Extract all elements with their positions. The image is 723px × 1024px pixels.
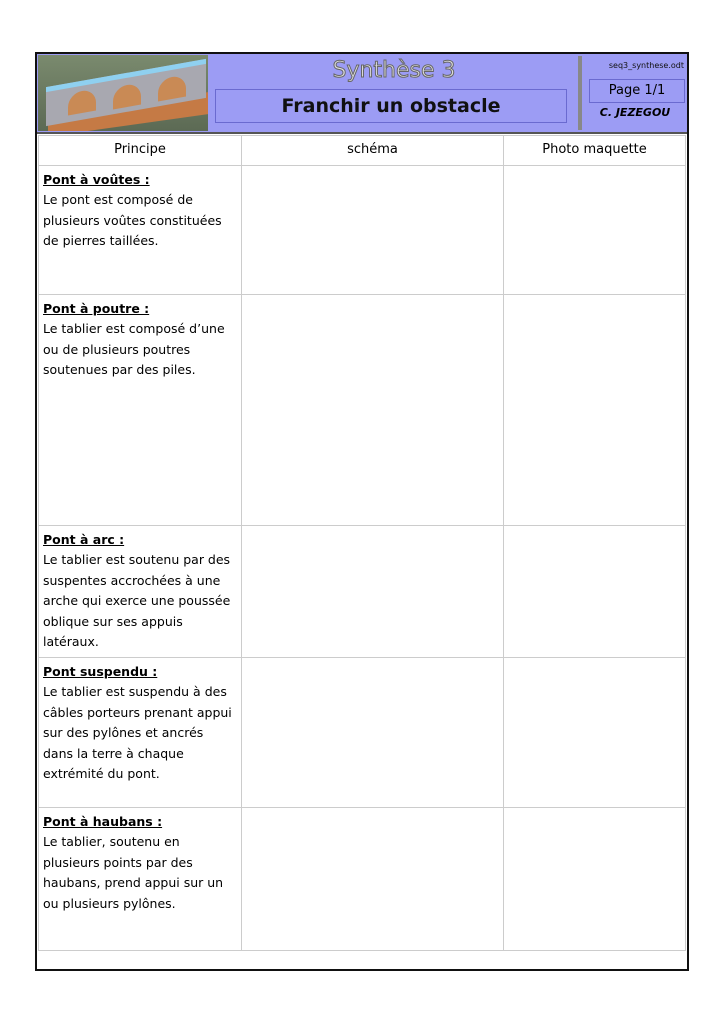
bridge-table (38, 135, 686, 951)
column-principe: Principe (39, 136, 242, 166)
document-title: Synthèse 3 (332, 58, 456, 83)
schema-cell[interactable] (242, 525, 504, 657)
row-text: Le tablier est suspendu à des câbles porteurs prenant appui sur des pylônes et ancrés dans la terre à chaque extrémité du pont. (43, 684, 232, 781)
divider (578, 56, 582, 130)
table-row (39, 165, 686, 294)
row-text: Le tablier, soutenu en plusieurs points par des haubans, prend appui sur un ou plusieurs pylônes. (43, 834, 224, 911)
table-row (39, 525, 686, 657)
photo-cell[interactable] (504, 294, 686, 525)
table-row (39, 657, 686, 807)
schema-cell[interactable] (242, 294, 504, 525)
row-title: Pont à arc : (43, 531, 125, 547)
row-text: Le tablier est composé d’une ou de plusieurs poutres soutenues par des piles. (43, 321, 225, 377)
photo-cell[interactable] (504, 657, 686, 807)
header (37, 54, 687, 134)
document-frame (35, 52, 689, 971)
photo-cell[interactable] (504, 525, 686, 657)
bridge-model-photo (38, 55, 208, 131)
row-title: Pont à haubans : (43, 813, 163, 829)
photo-cell[interactable] (504, 165, 686, 294)
author: C. JEZEGOU (599, 106, 671, 119)
table-header (39, 136, 686, 166)
row-title: Pont suspendu : (43, 663, 158, 679)
table-row (39, 294, 686, 525)
row-title: Pont à poutre : (43, 300, 150, 316)
schema-cell[interactable] (242, 657, 504, 807)
schema-cell[interactable] (242, 807, 504, 950)
row-title: Pont à voûtes : (43, 171, 150, 187)
row-text: Le tablier est soutenu par des suspentes accrochées à une arche qui exerce une poussée oblique sur ses appuis latéraux. (43, 552, 231, 649)
table-row (39, 807, 686, 950)
row-text: Le pont est composé de plusieurs voûtes constituées de pierres taillées. (43, 192, 222, 248)
schema-cell[interactable] (242, 165, 504, 294)
document-subtitle: Franchir un obstacle (215, 89, 567, 123)
page-number: Page 1/1 (589, 79, 685, 103)
photo-cell[interactable] (504, 807, 686, 950)
column-photo: Photo maquette (504, 136, 686, 166)
filename: seq3_synthese.odt (608, 61, 684, 70)
column-schema: schéma (242, 136, 504, 166)
